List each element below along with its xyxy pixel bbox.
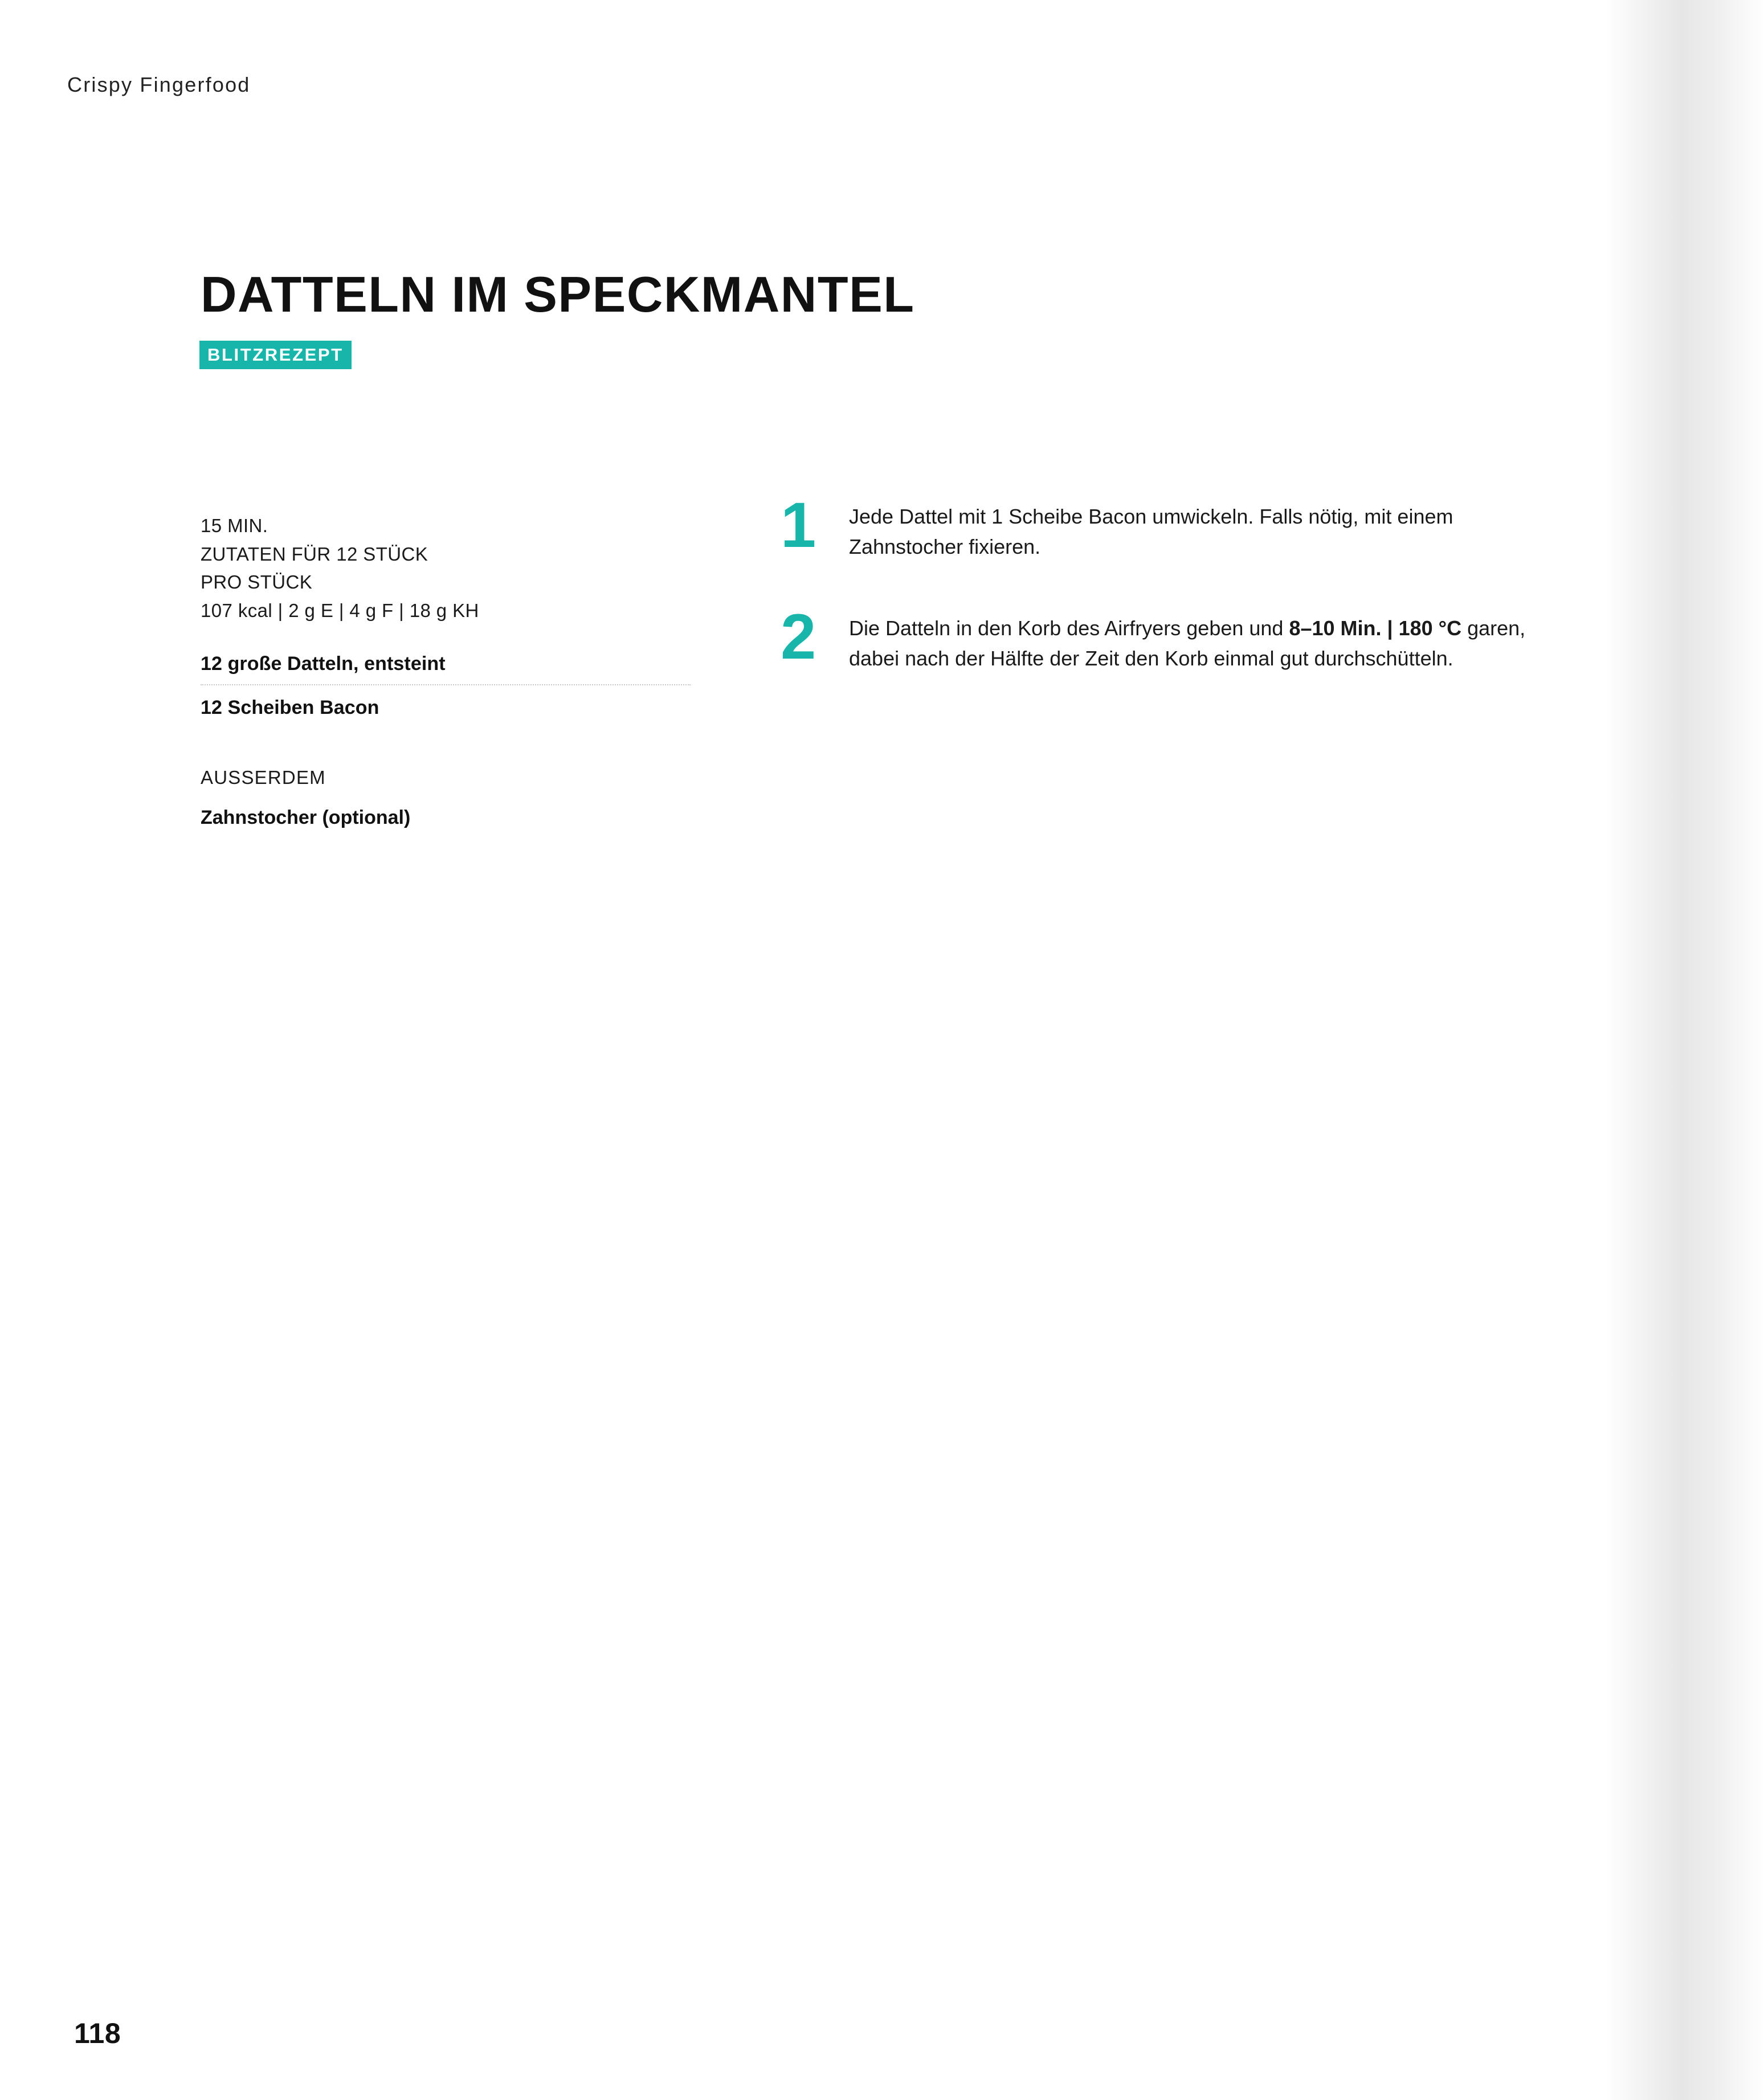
step-number: 2 [781, 601, 816, 672]
meta-time: 15 MIN. [201, 515, 268, 536]
status-badge: BLITZREZEPT [199, 341, 352, 369]
steps-column [781, 489, 1533, 725]
meta-yield: ZUTATEN FÜR 12 STÜCK [201, 543, 428, 565]
step-text-emphasis: 8–10 Min. | 180 °C [1289, 616, 1462, 640]
step-text-part: Jede Dattel mit 1 Scheibe Bacon umwickeln. Falls nötig, mit einem Zahnstocher fixieren. [849, 505, 1453, 559]
step-text [849, 613, 1533, 674]
step-item [781, 489, 1533, 587]
list-item: 12 große Datteln, entsteint [201, 651, 691, 685]
running-head: Crispy Fingerfood [67, 73, 251, 96]
meta-per-piece: PRO STÜCK [201, 571, 313, 593]
step-number: 1 [781, 489, 816, 561]
ingredients-column [201, 512, 702, 829]
page-title: DATTELN IM SPECKMANTEL [201, 266, 915, 322]
step-text [849, 501, 1533, 562]
list-item: Zahnstocher (optional) [201, 807, 411, 828]
step-text-part: Die Datteln in den Korb des Airfryers geben und [849, 616, 1289, 640]
list-item: 12 Scheiben Bacon [201, 697, 379, 718]
step-text-part: garen, dabei nach der Hälfte der Zeit den Korb einmal gut durchschütteln. [849, 616, 1526, 671]
step-item [781, 601, 1533, 698]
extras-heading: AUSSERDEM [201, 767, 326, 788]
ingredient-list [201, 651, 702, 728]
page-edge-shadow [1607, 0, 1764, 2100]
page-number: 118 [74, 2017, 121, 2049]
meta-nutrition: 107 kcal | 2 g E | 4 g F | 18 g KH [201, 599, 479, 621]
